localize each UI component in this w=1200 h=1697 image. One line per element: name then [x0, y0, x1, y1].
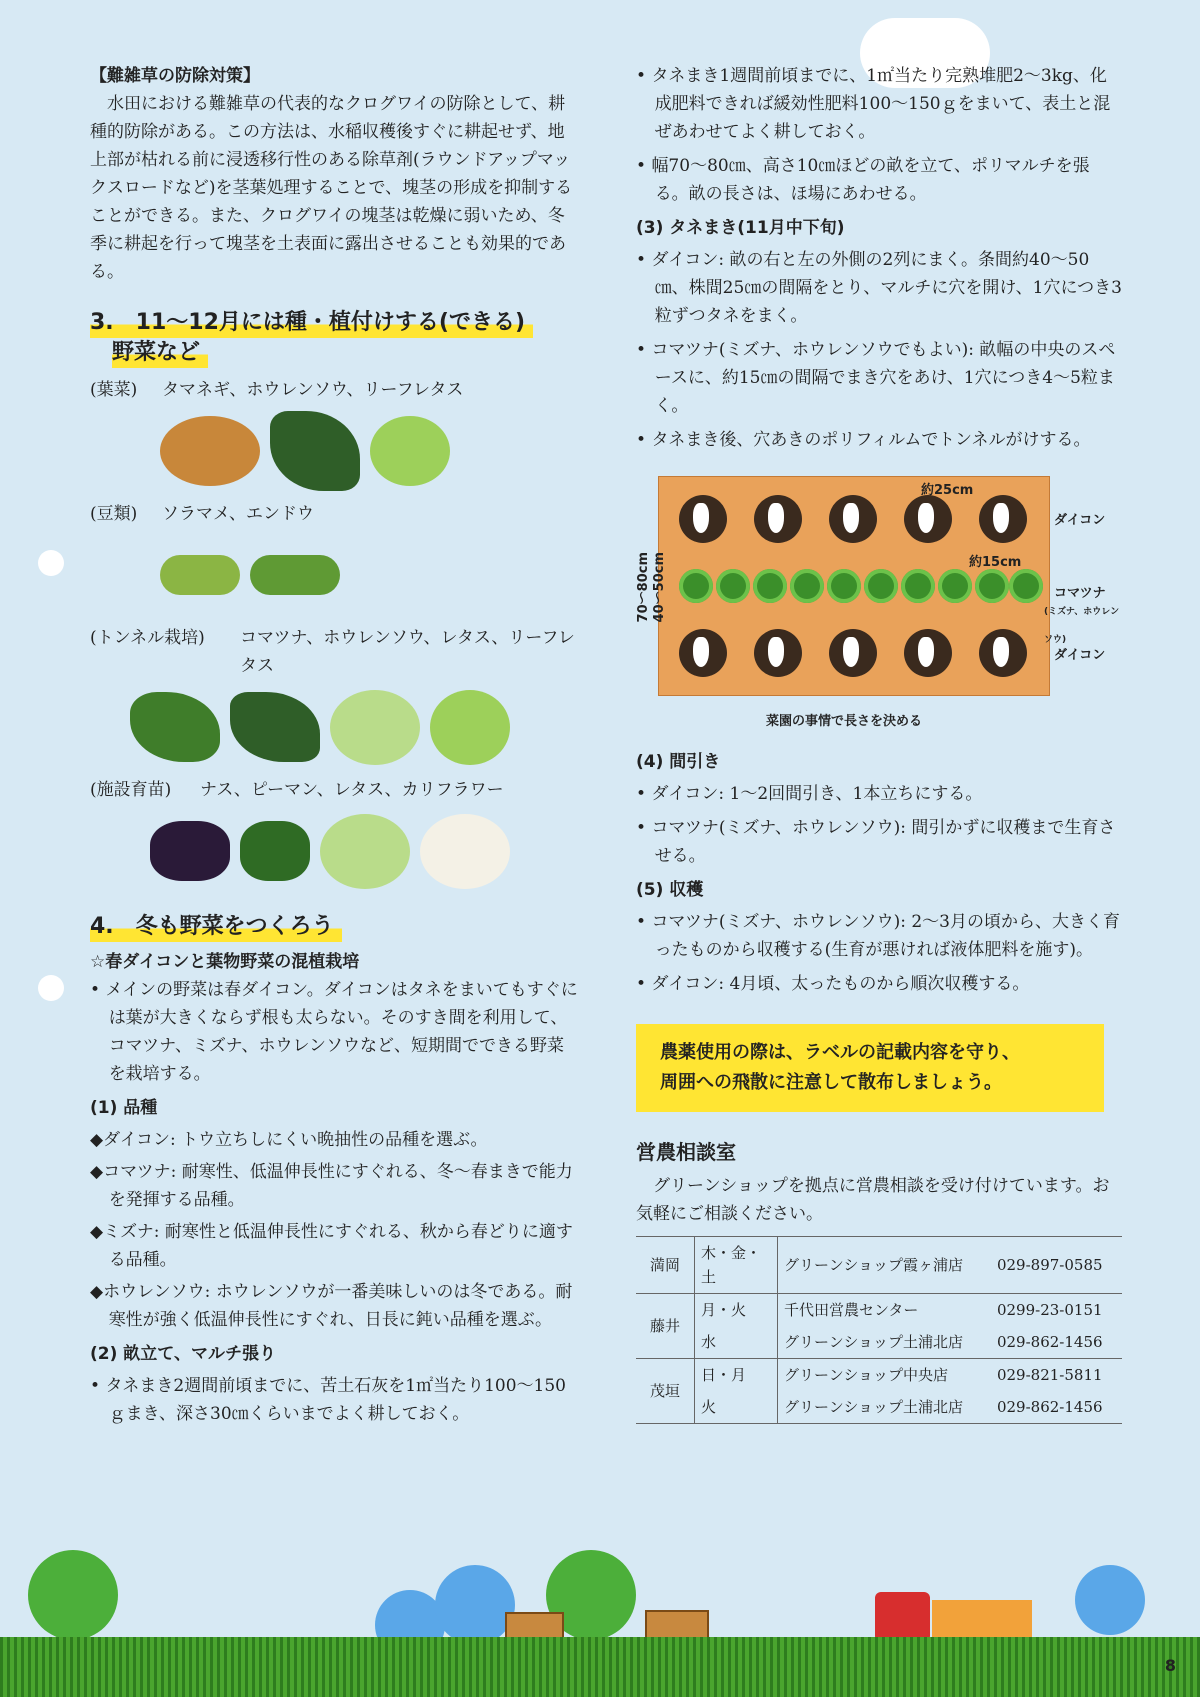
table-row — [636, 1326, 1122, 1359]
komatsuna-sub-label: (ミズナ、ホウレンソウ) — [1044, 607, 1120, 645]
pesticide-notice — [636, 1024, 1104, 1112]
length-note-label: 菜園の事情で長さを決める — [766, 714, 923, 729]
shop-cell: グリーンショップ中央店 — [778, 1359, 991, 1392]
inner-width-label: 40〜50cm — [652, 552, 667, 623]
category-leaf-vegetables — [90, 376, 580, 404]
category-label: (葉菜) — [90, 380, 138, 400]
komatsuna-plant — [864, 569, 898, 603]
cloud-decoration — [1075, 1565, 1145, 1635]
truck-bed-icon — [932, 1600, 1032, 1642]
daikon-hole — [679, 495, 727, 543]
thinning-item: • ダイコン: 1〜2回間引き、1本立ちにする。 — [636, 784, 983, 804]
spacing-15-label: 約15cm — [969, 555, 1022, 570]
section4-title: 4. 冬も野菜をつくろう — [90, 912, 342, 942]
pepper-icon — [240, 821, 310, 881]
town-cell: 満岡 — [636, 1237, 695, 1294]
veg-images-row — [160, 410, 580, 492]
komatsuna-plant — [716, 569, 750, 603]
daikon-hole — [979, 629, 1027, 677]
table-row — [636, 1294, 1122, 1327]
daikon-label-top: ダイコン — [1054, 513, 1106, 528]
shop-cell: グリーンショップ土浦北店 — [778, 1326, 991, 1359]
komatsuna-label: コマツナ — [1054, 586, 1106, 601]
variety-item: ◆ホウレンソウ: ホウレンソウが一番美味しいのは冬である。耐寒性が強く低温伸長性にすぐれ、日長に鈍い品種を選ぶ。 — [90, 1282, 573, 1330]
section3-title — [90, 308, 580, 368]
harvest-item: • コマツナ(ミズナ、ホウレンソウ): 2〜3月の頃から、大きく育ったものから収穫する(生育が悪ければ液体肥料を施す)。 — [636, 912, 1120, 960]
komatsuna-plant — [790, 569, 824, 603]
category-nursery — [90, 776, 580, 804]
daikon-hole — [754, 629, 802, 677]
days-cell: 水 — [695, 1326, 778, 1359]
sowing-item: • ダイコン: 畝の右と左の外側の2列にまく。条間約40〜50㎝、株間25㎝の間隔をとり、マルチに穴を開け、1穴につき3粒ずつタネをまく。 — [636, 250, 1122, 326]
truck-cab-icon — [875, 1592, 930, 1642]
town-cell: 藤井 — [636, 1294, 695, 1359]
days-cell: 木・金・土 — [695, 1237, 778, 1294]
variety-item: ◆ダイコン: トウ立ちしにくい晩抽性の品種を選ぶ。 — [90, 1130, 488, 1150]
daikon-hole — [679, 629, 727, 677]
table-row — [636, 1391, 1122, 1424]
pea-icon — [250, 555, 340, 595]
thinning-item: • コマツナ(ミズナ、ホウレンソウ): 間引かずに収穫まで生育させる。 — [636, 818, 1116, 866]
days-cell: 火 — [695, 1391, 778, 1424]
cloud-decoration — [435, 1565, 515, 1645]
onion-icon — [160, 416, 260, 486]
category-items: ソラマメ、エンドウ — [162, 504, 314, 524]
veg-images-row — [130, 686, 580, 768]
consult-heading: 営農相談室 — [636, 1140, 736, 1164]
right-column — [636, 62, 1122, 1424]
tel-cell[interactable]: 0299-23-0151 — [991, 1294, 1122, 1327]
sowing-item: • コマツナ(ミズナ、ホウレンソウでもよい): 畝幅の中央のスペースに、約15㎝の間隔でまき穴をあけ、1穴につき4〜5粒まく。 — [636, 340, 1116, 416]
consult-body: グリーンショップを拠点に営農相談を受け付けています。お気軽にご相談ください。 — [636, 1176, 1110, 1224]
daikon-hole — [904, 629, 952, 677]
komatsuna-plant — [827, 569, 861, 603]
varieties-heading: (1) 品種 — [90, 1098, 158, 1118]
section3-title-line1: 3. 11〜12月には種・植付けする(できる) — [90, 308, 533, 338]
punch-hole — [38, 550, 64, 576]
category-items: コマツナ、ホウレンソウ、レタス、リーフレタス — [240, 628, 575, 676]
section3-title-line2: 野菜など — [112, 338, 208, 368]
eggplant-icon — [150, 821, 230, 881]
komatsuna-plant — [901, 569, 935, 603]
apple-tree-icon — [28, 1550, 118, 1640]
weed-heading: 【難雑草の防除対策】 — [90, 66, 260, 86]
category-items: タマネギ、ホウレンソウ、リーフレタス — [162, 380, 464, 400]
page-number: 8 — [1164, 1656, 1176, 1675]
daikon-label-bottom: ダイコン — [1054, 648, 1106, 663]
sowing-heading: (3) タネまき(11月中下旬) — [636, 218, 845, 238]
days-cell: 日・月 — [695, 1359, 778, 1392]
shop-cell: グリーンショップ土浦北店 — [778, 1391, 991, 1424]
spinach-icon — [230, 692, 320, 762]
veg-images-row — [160, 534, 580, 616]
variety-item: ◆コマツナ: 耐寒性、低温伸長性にすぐれる、冬〜春まきで能力を発揮する品種。 — [90, 1162, 573, 1210]
bed-item: • タネまき2週間前頃までに、苦土石灰を1㎡当たり100〜150ｇまき、深さ30㎝くらいまでよく耕しておく。 — [90, 1376, 566, 1424]
left-column — [90, 62, 580, 1434]
broad-bean-icon — [160, 555, 240, 595]
outer-width-label: 70〜80cm — [636, 552, 651, 623]
tel-cell[interactable]: 029-821-5811 — [991, 1359, 1122, 1392]
town-cell: 茂垣 — [636, 1359, 695, 1424]
daikon-hole — [979, 495, 1027, 543]
sowing-item: • タネまき後、穴あきのポリフィルムでトンネルがけする。 — [636, 430, 1091, 450]
spacing-25-label: 約25cm — [921, 483, 974, 498]
harvest-item: • ダイコン: 4月頃、太ったものから順次収穫する。 — [636, 974, 1030, 994]
planting-diagram — [636, 462, 1122, 742]
bed-item: • タネまき1週間前頃までに、1㎡当たり完熟堆肥2〜3kg、化成肥料できれば緩効性肥料100〜150ｇをまいて、表土と混ぜあわせてよく耕しておく。 — [636, 66, 1111, 142]
category-tunnel — [90, 624, 580, 680]
daikon-hole — [754, 495, 802, 543]
shop-cell: 千代田営農センター — [778, 1294, 991, 1327]
leaf-lettuce-icon — [370, 416, 450, 486]
section4-subtitle: ☆春ダイコンと葉物野菜の混植栽培 — [90, 952, 360, 972]
contacts-table — [636, 1236, 1122, 1424]
bed-plot — [658, 476, 1050, 696]
notice-line1: 農薬使用の際は、ラベルの記載内容を守り、 — [660, 1042, 1020, 1063]
tel-cell[interactable]: 029-862-1456 — [991, 1326, 1122, 1359]
table-row — [636, 1359, 1122, 1392]
daikon-hole — [829, 495, 877, 543]
tel-cell[interactable]: 029-862-1456 — [991, 1391, 1122, 1424]
days-cell: 月・火 — [695, 1294, 778, 1327]
lettuce-icon — [330, 690, 420, 765]
komatsuna-plant — [938, 569, 972, 603]
tel-cell[interactable]: 029-897-0585 — [991, 1237, 1122, 1294]
category-beans — [90, 500, 580, 528]
bed-heading: (2) 畝立て、マルチ張り — [90, 1344, 276, 1364]
komatsuna-plant — [679, 569, 713, 603]
category-label: (施設育苗) — [90, 780, 172, 800]
harvest-heading: (5) 収穫 — [636, 880, 704, 900]
lettuce-icon — [320, 814, 410, 889]
table-row — [636, 1237, 1122, 1294]
category-label: (豆類) — [90, 504, 138, 524]
bed-item: • 幅70〜80㎝、高さ10㎝ほどの畝を立て、ポリマルチを張る。畝の長さは、ほ場にあわせる。 — [636, 156, 1090, 204]
notice-line2: 周囲への飛散に注意して散布しましょう。 — [660, 1072, 1002, 1093]
category-items: ナス、ピーマン、レタス、カリフラワー — [200, 780, 504, 800]
thinning-heading: (4) 間引き — [636, 752, 721, 772]
shop-cell: グリーンショップ霞ヶ浦店 — [778, 1237, 991, 1294]
grass-ground — [0, 1637, 1200, 1697]
veg-images-row — [150, 810, 580, 892]
daikon-hole — [829, 629, 877, 677]
weed-body: 水田における難雑草の代表的なクログワイの防除として、耕種的防除がある。この方法は、水稲収穫後すぐに耕起せず、地上部が枯れる前に浸透移行性のある除草剤(ラウンドアップマックスロードなど)を茎葉処理することで、塊茎の形成を抑制することができる。また、クログワイの塊茎は乾燥に弱いため、冬季に耕起を行って塊茎を土表面に露出させることも効果的である。 — [90, 94, 573, 282]
komatsuna-plant — [753, 569, 787, 603]
punch-hole — [38, 975, 64, 1001]
category-label: (トンネル栽培) — [90, 628, 205, 648]
cauliflower-icon — [420, 814, 510, 889]
section4-intro: • メインの野菜は春ダイコン。ダイコンはタネをまいてもすぐには葉が大きくならず根も太らない。そのすき間を利用して、コマツナ、ミズナ、ホウレンソウなど、短期間でできる野菜を栽培する。 — [90, 980, 578, 1084]
spinach-icon — [270, 411, 360, 491]
leaf-lettuce-icon — [430, 690, 510, 765]
variety-item: ◆ミズナ: 耐寒性と低温伸長性にすぐれる、秋から春どりに適する品種。 — [90, 1222, 573, 1270]
komatsuna-icon — [130, 692, 220, 762]
